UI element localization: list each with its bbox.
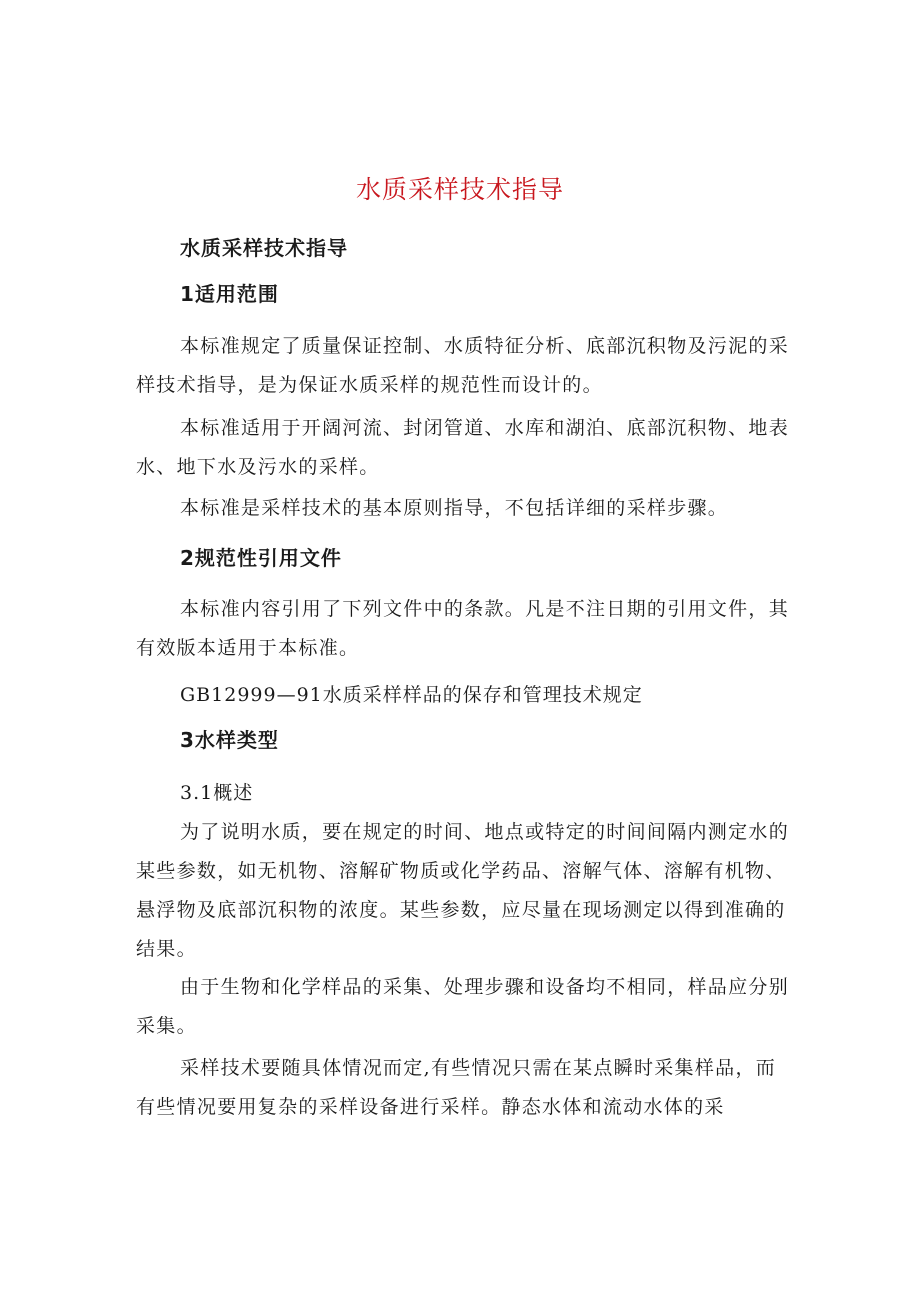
section-2-reference: GB12999—91水质采样样品的保存和管理技术规定 [180, 684, 643, 706]
section-1-paragraph-2: 本标准适用于开阔河流、封闭管道、水库和湖泊、底部沉积物、地表水、地下水及污水的采样。 [136, 417, 790, 478]
section-3-paragraph-1: 为了说明水质，要在规定的时间、地点或特定的时间间隔内测定水的某些参数，如无机物、溶解矿物质或化学药品、溶解气体、溶解有机物、悬浮物及底部沉积物的浓度。某些参数，应尽量在现场测定以得到准确的结果。 [136, 821, 790, 960]
section-3-heading: 3水样类型 [180, 728, 279, 752]
section-1-paragraph-1: 本标准规定了质量保证控制、水质特征分析、底部沉积物及污泥的采样技术指导，是为保证水质采样的规范性而设计的。 [136, 335, 790, 396]
section-2-paragraph-1: 本标准内容引用了下列文件中的条款。凡是不注日期的引用文件，其有效版本适用于本标准。 [136, 598, 790, 659]
section-3-subheading: 3.1概述 [180, 782, 254, 804]
section-3-paragraph-2: 由于生物和化学样品的采集、处理步骤和设备均不相同，样品应分别采集。 [136, 976, 790, 1037]
document-subtitle: 水质采样技术指导 [180, 236, 348, 260]
section-1-paragraph-3: 本标准是采样技术的基本原则指导，不包括详细的采样步骤。 [180, 497, 729, 519]
section-1-heading: 1适用范围 [180, 282, 279, 306]
section-3-paragraph-3: 采样技术要随具体情况而定,有些情况只需在某点瞬时采集样品，而有些情况要用复杂的采样设备进行采样。静态水体和流动水体的采 [136, 1057, 777, 1118]
document-title: 水质采样技术指导 [355, 175, 564, 204]
section-2-heading: 2规范性引用文件 [180, 546, 342, 570]
